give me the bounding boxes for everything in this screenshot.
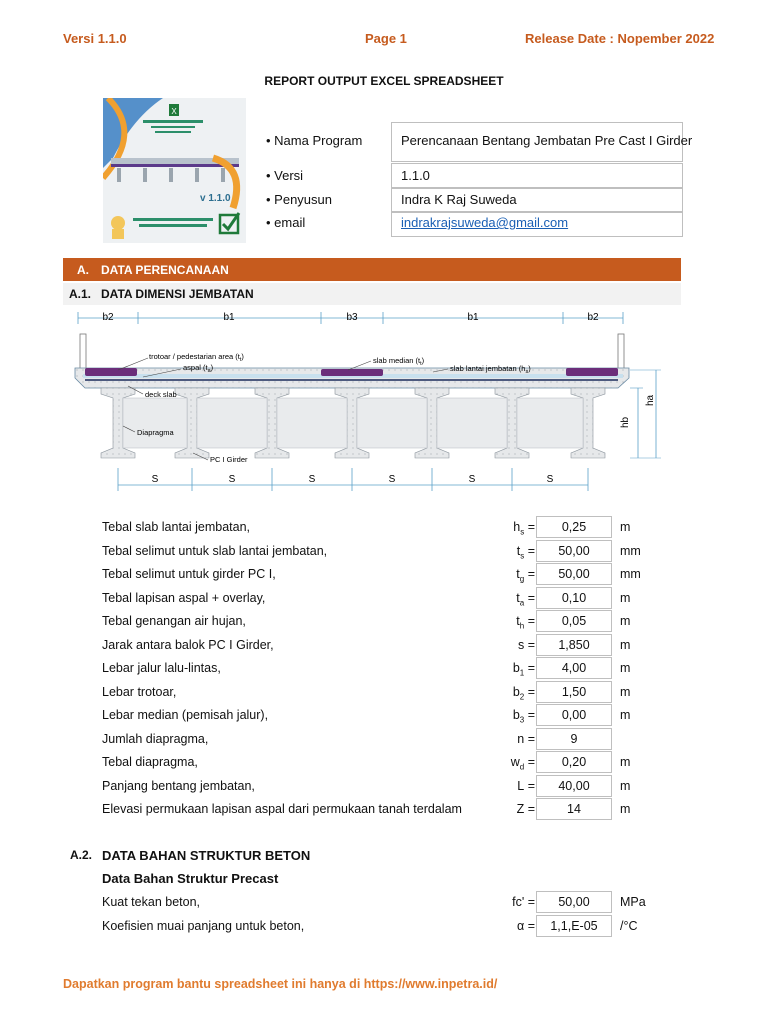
info-label-version: • Versi: [266, 168, 304, 183]
info-label-author: • Penyusun: [266, 192, 332, 207]
param-label: Koefisien muai panjang untuk beton,: [102, 918, 305, 933]
spacing-label: S: [151, 474, 159, 485]
param-unit: m: [620, 661, 631, 675]
param-label: Jarak antara balok PC I Girder,: [102, 637, 274, 652]
param-label: Tebal slab lantai jembatan,: [102, 520, 251, 534]
section-a2-subtitle: Data Bahan Struktur Precast: [102, 871, 279, 886]
section-a-number: A.: [77, 263, 89, 277]
section-a2-number: A.2.: [70, 848, 93, 862]
section-a1-bar: [63, 283, 681, 305]
param-unit: m: [620, 802, 631, 816]
param-unit: mm: [620, 567, 641, 581]
param-symbol: $t_g$ =: [516, 567, 535, 584]
label-deck-slab: deck slab: [145, 390, 177, 399]
param-value-cell: 1,850: [536, 634, 612, 656]
spacing-label: S: [228, 474, 236, 485]
param-symbol: Z =: [516, 802, 535, 816]
sidewalk-left: [85, 368, 137, 376]
param-symbol: $b_2$ =: [512, 684, 535, 701]
railing-post-left: [80, 334, 86, 370]
param-symbol: $t_s$ =: [516, 543, 535, 560]
sidewalk-right: [566, 368, 618, 376]
report-title: REPORT OUTPUT EXCEL SPREADSHEET: [264, 74, 504, 88]
section-a1-number: A.1.: [69, 287, 92, 301]
section-a2-title: DATA BAHAN STRUKTUR BETON: [102, 848, 311, 863]
dim-b1-right: b1: [467, 312, 479, 323]
label-diapragma: Diapragma: [137, 428, 174, 437]
param-symbol: n =: [517, 731, 535, 746]
param-unit: mm: [620, 543, 641, 558]
param-value-cell: 0,00: [536, 704, 612, 726]
param-symbol: $w_d$ =: [510, 755, 535, 772]
label-aspal: aspal $(t_a)$: [183, 363, 214, 374]
railing-post-right: [618, 334, 624, 370]
param-symbol: $h_s$ =: [513, 520, 535, 537]
dim-b1-left: b1: [223, 312, 235, 323]
param-unit: m: [620, 708, 631, 722]
cover-version-badge: v 1.1.0: [200, 193, 231, 204]
param-label: Tebal selimut untuk girder PC I,: [102, 567, 276, 581]
dim-b3: b3: [346, 312, 358, 323]
dim-b2-right: b2: [587, 312, 599, 323]
param-value-cell: 0,25: [536, 516, 612, 538]
param-value-cell: 1,50: [536, 681, 612, 703]
info-value-author: Indra K Raj Suweda: [401, 192, 517, 207]
svg-text:X: X: [171, 107, 177, 116]
param-symbol: α =: [516, 918, 535, 933]
param-symbol: $t_a$ =: [516, 590, 535, 607]
section-a-title: DATA PERENCANAAN: [101, 263, 229, 277]
param-unit: m: [620, 614, 631, 628]
param-value-cell: 0,05: [536, 610, 612, 632]
param-unit: m: [620, 778, 631, 793]
param-label: Kuat tekan beton,: [102, 895, 200, 909]
param-value-cell: 0,10: [536, 587, 612, 609]
param-value-cell: 1,1,E-05: [536, 915, 612, 937]
param-unit: m: [620, 520, 631, 534]
param-value-cell: 14: [536, 798, 612, 820]
param-label: Tebal lapisan aspal + overlay,: [102, 590, 266, 605]
spacing-label: S: [388, 474, 396, 485]
engineer-icon: [111, 216, 125, 230]
header-release-date: Release Date : Nopember 2022: [525, 31, 715, 46]
param-value-cell: 50,00: [536, 540, 612, 562]
param-value-cell: 40,00: [536, 775, 612, 797]
param-value-cell: 0,20: [536, 751, 612, 773]
param-unit: m: [620, 590, 631, 605]
spacing-label: S: [468, 474, 476, 485]
section-a-bar: [63, 258, 681, 281]
param-symbol: fc' =: [512, 895, 535, 909]
param-symbol: $b_1$ =: [512, 661, 535, 678]
param-label: Elevasi permukaan lapisan aspal dari permukaan tanah terdalam: [102, 802, 462, 816]
param-value-cell: 4,00: [536, 657, 612, 679]
param-symbol: $t_h$ =: [516, 614, 535, 631]
param-unit: m: [620, 637, 631, 652]
bridge-cross-section-diagram: [63, 308, 681, 498]
dim-hb: hb: [620, 416, 631, 428]
label-slab-median: slab median $(t_t)$: [373, 356, 425, 367]
param-symbol: $b_3$ =: [512, 708, 535, 725]
param-label: Tebal selimut untuk slab lantai jembatan,: [102, 543, 328, 558]
email-link[interactable]: indrakrajsuweda@gmail.com: [401, 215, 569, 230]
dim-ha: ha: [645, 394, 656, 406]
dim-b2-left: b2: [102, 312, 114, 323]
param-value-cell: 50,00: [536, 563, 612, 585]
cover-thumbnail: [103, 98, 246, 243]
param-unit: m: [620, 684, 631, 699]
param-label: Lebar trotoar,: [102, 684, 177, 699]
spacing-label: S: [308, 474, 316, 485]
info-value-program: Perencanaan Bentang Jembatan Pre Cast I Girder: [401, 133, 693, 148]
param-label: Tebal genangan air hujan,: [102, 614, 246, 628]
label-trotoar: trotoar / pedestarian area $(t_t)$: [149, 352, 244, 363]
footer-promo: Dapatkan program bantu spreadsheet ini hanya di https://www.inpetra.id/: [63, 977, 498, 991]
param-symbol: L =: [517, 778, 535, 793]
label-slab-lantai: slab lantai jembatan $(h_s)$: [450, 364, 531, 375]
cover-illustration: [103, 98, 246, 243]
param-value-cell: 9: [536, 728, 612, 750]
param-unit: m: [620, 755, 631, 769]
param-unit: /°C: [620, 918, 638, 933]
label-pc-girder: PC I Girder: [210, 455, 248, 464]
spacing-label: S: [546, 474, 554, 485]
param-symbol: s =: [517, 637, 535, 652]
section-a1-title: DATA DIMENSI JEMBATAN: [101, 287, 254, 301]
info-label-email: • email: [266, 215, 306, 230]
median-slab: [321, 369, 383, 376]
param-unit: MPa: [620, 895, 646, 909]
info-box-version: [391, 163, 683, 189]
param-value-cell: 50,00: [536, 891, 612, 913]
info-value-version: 1.1.0: [401, 168, 430, 183]
param-label: Panjang bentang jembatan,: [102, 778, 255, 793]
param-label: Lebar jalur lalu-lintas,: [102, 661, 221, 675]
param-label: Jumlah diapragma,: [102, 731, 209, 746]
header-page: Page 1: [365, 31, 407, 46]
info-label-program: • Nama Program: [266, 133, 363, 148]
param-label: Tebal diapragma,: [102, 755, 198, 769]
header-version: Versi 1.1.0: [63, 31, 127, 46]
param-label: Lebar median (pemisah jalur),: [102, 708, 269, 722]
